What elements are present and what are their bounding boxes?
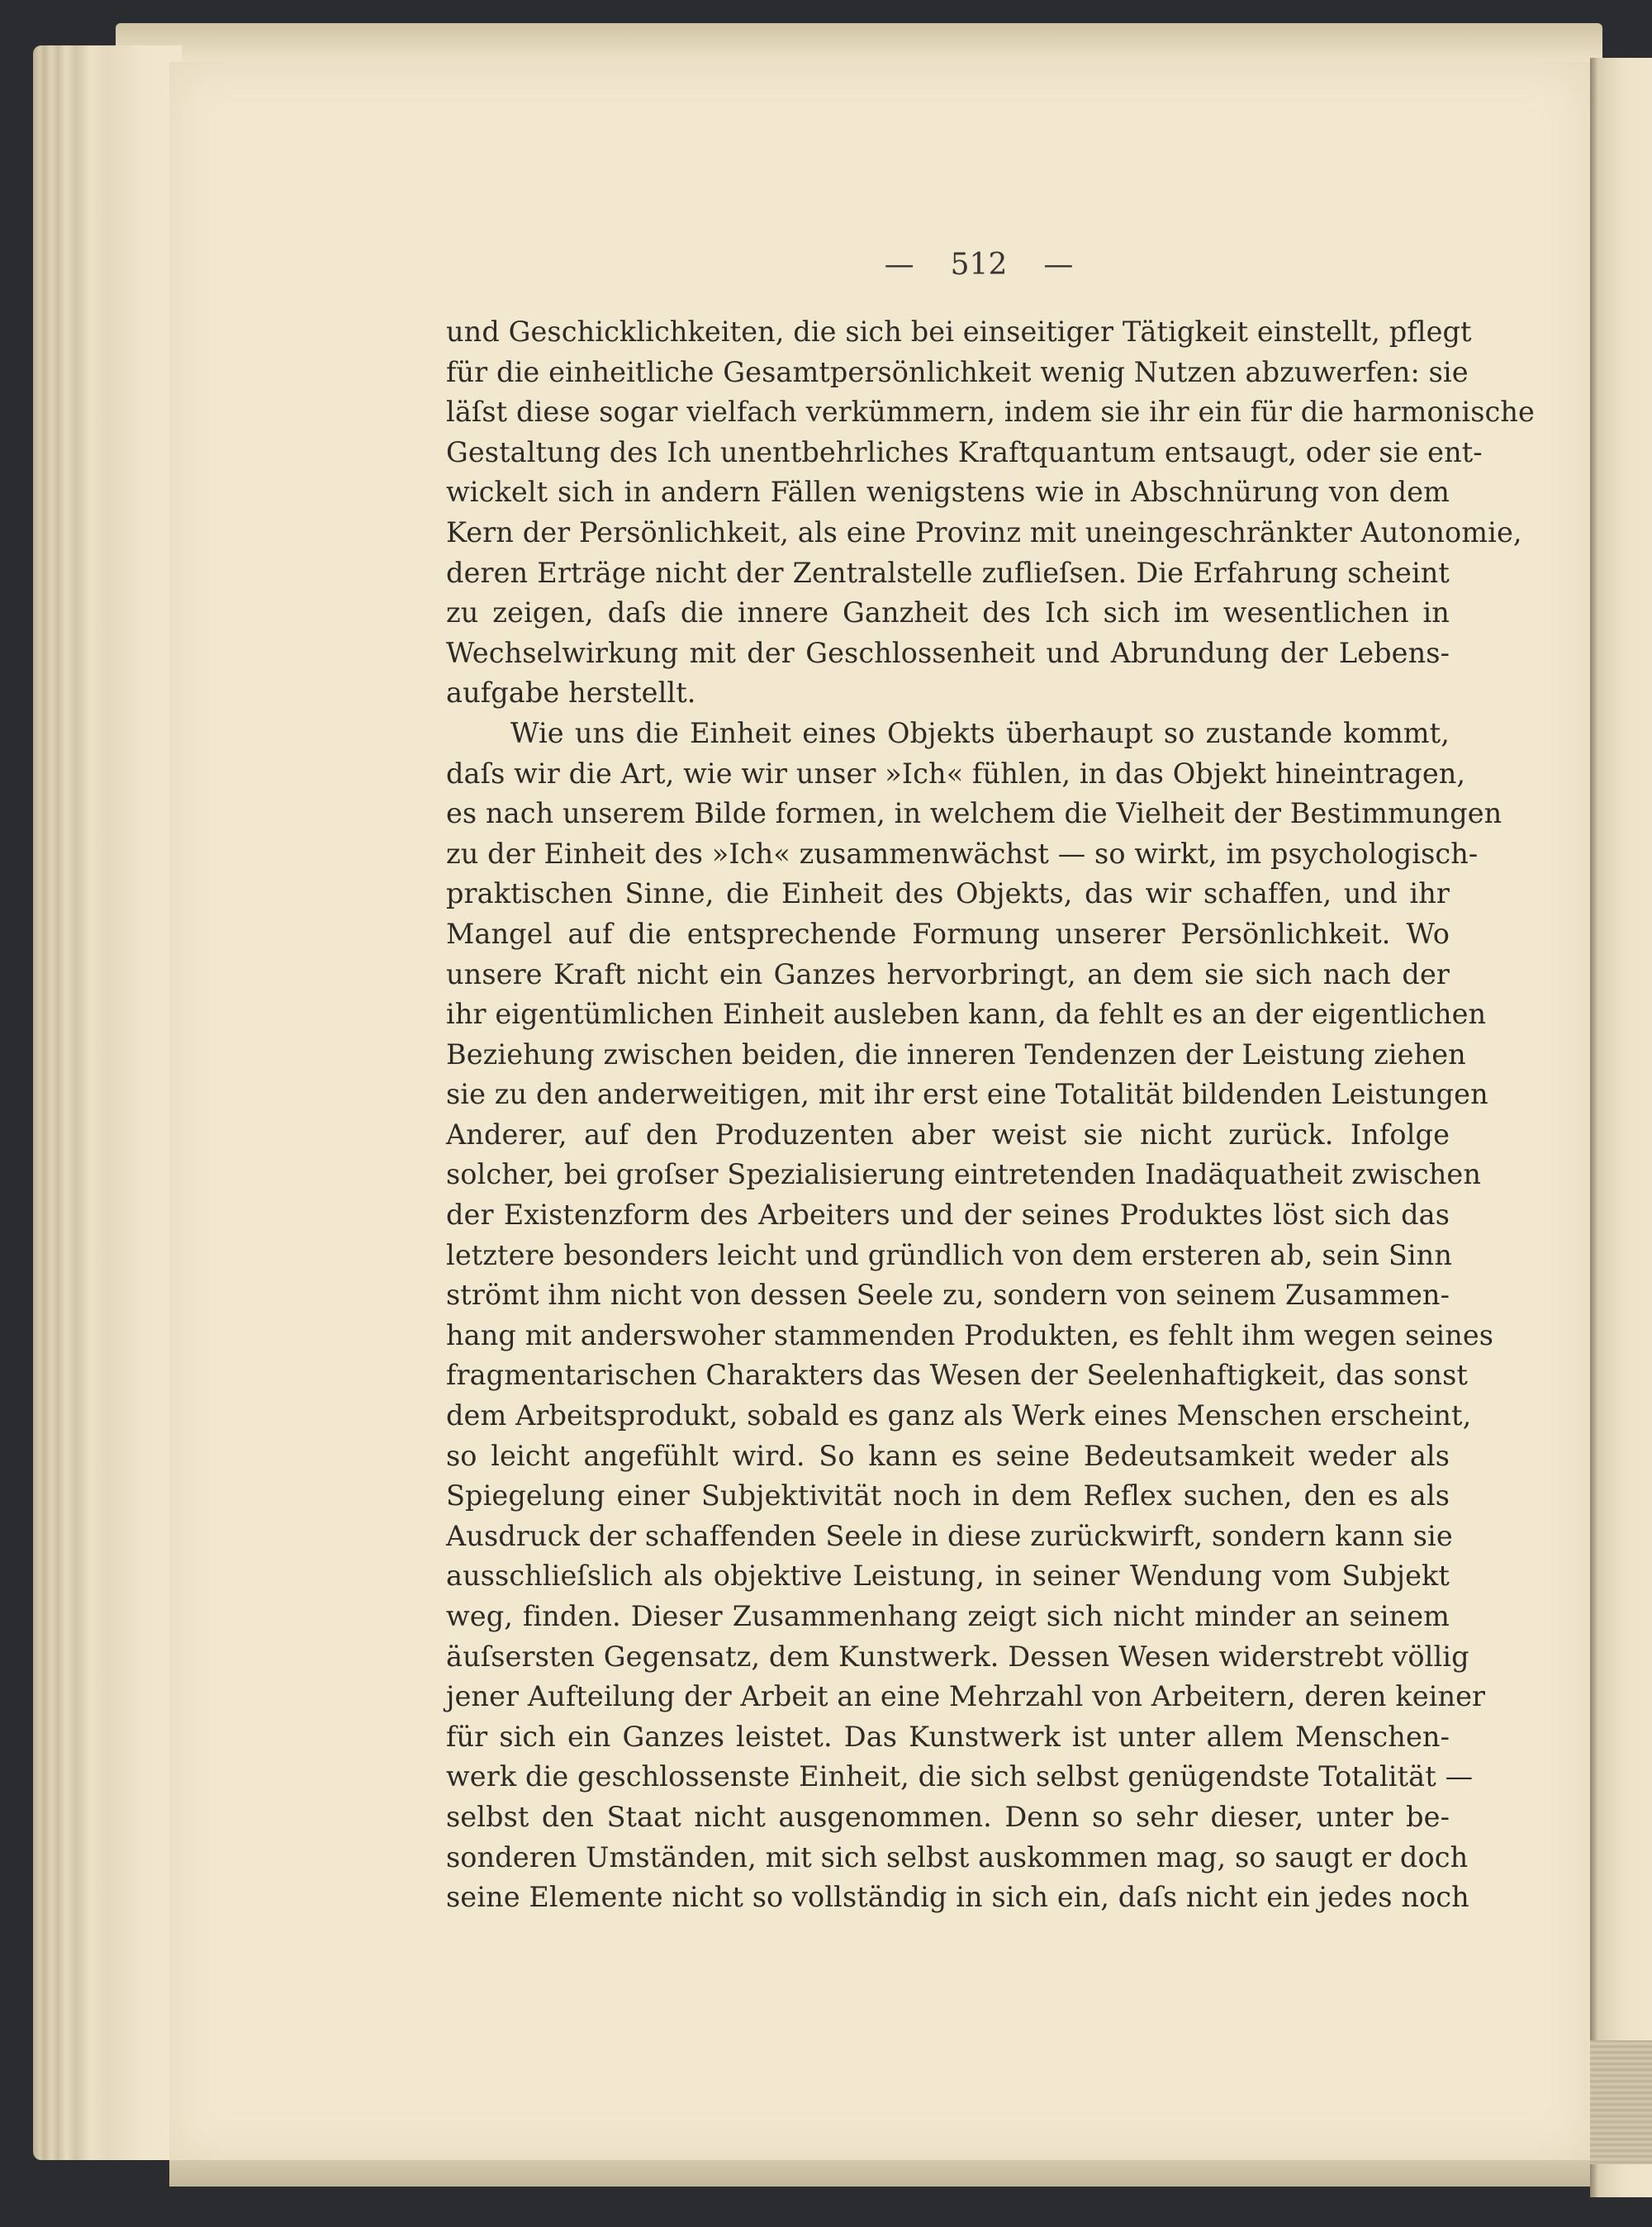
- text-line: für sich ein Ganzes leistet. Das Kunstwerk ist unter allem Menschen-: [446, 1720, 1450, 1753]
- text-line: hang mit anderswoher stammenden Produkten, es fehlt ihm wegen seines: [446, 1318, 1494, 1351]
- facing-page-stack: [1590, 2040, 1652, 2164]
- text-line: Beziehung zwischen beiden, die inneren Tendenzen der Leistung ziehen: [446, 1038, 1466, 1071]
- text-line: ausschlieſslich als objektive Leistung, in seiner Wendung vom Subjekt: [446, 1560, 1450, 1593]
- text-line: Gestaltung des Ich unentbehrliches Kraftquantum entsaugt, oder sie ent-: [446, 435, 1483, 468]
- text-line: jener Aufteilung der Arbeit an eine Mehrzahl von Arbeitern, deren keiner: [446, 1680, 1486, 1713]
- text-line: weg, finden. Dieser Zusammenhang zeigt sich nicht minder an seinem: [446, 1600, 1450, 1632]
- text-line: aufgabe herstellt.: [446, 677, 696, 710]
- text-line: ihr eigentümlichen Einheit ausleben kann, da fehlt es an der eigentlichen: [446, 998, 1487, 1031]
- text-line: wickelt sich in andern Fällen wenigstens wie in Abschnürung von dem: [446, 476, 1450, 509]
- text-line: zu zeigen, daſs die innere Ganzheit des Ich sich im wesentlichen in: [446, 596, 1450, 629]
- text-line: und Geschicklichkeiten, die sich bei einseitiger Tätigkeit einstellt, pflegt: [446, 316, 1472, 348]
- text-line: Wie uns die Einheit eines Objekts überhaupt so zustande kommt,: [510, 716, 1450, 749]
- text-line: fragmentarischen Charakters das Wesen der Seelenhaftigkeit, das sonst: [446, 1359, 1468, 1392]
- text-line: Mangel auf die entsprechende Formung unserer Persönlichkeit. Wo: [446, 917, 1450, 950]
- text-line: werk die geschlossenste Einheit, die sich selbst genügendste Totalität —: [446, 1760, 1474, 1793]
- page-bottom-edge: [169, 2160, 1590, 2187]
- text-line: sie zu den anderweitigen, mit ihr erst eine Totalität bildenden Leistungen: [446, 1078, 1488, 1111]
- text-line: seine Elemente nicht so vollständig in sich ein, daſs nicht ein jedes noch: [446, 1881, 1469, 1914]
- header-dash-right: —: [1043, 248, 1074, 282]
- text-line: Kern der Persönlichkeit, als eine Provinz mit uneingeschränkter Autonomie,: [446, 515, 1522, 548]
- paragraph-2: [446, 714, 1502, 1918]
- text-line: dem Arbeitsprodukt, sobald es ganz als Werk eines Menschen erscheint,: [446, 1399, 1472, 1432]
- header-dash-left: —: [884, 248, 914, 282]
- text-line: daſs wir die Art, wie wir unser »Ich« fühlen, in das Objekt hineintragen,: [446, 757, 1466, 790]
- text-line: Ausdruck der schaffenden Seele in diese zurückwirft, sondern kann sie: [446, 1519, 1453, 1552]
- text-line: Wechselwirkung mit der Geschlossenheit und Abrundung der Lebens-: [446, 636, 1450, 669]
- text-line: der Existenzform des Arbeiters und der seines Produktes löst sich das: [446, 1199, 1450, 1232]
- text-line: läſst diese sogar vielfach verkümmern, indem sie ihr ein für die harmonische: [446, 396, 1535, 429]
- text-line: äuſsersten Gegensatz, dem Kunstwerk. Dessen Wesen widerstrebt völlig: [446, 1640, 1469, 1673]
- text-line: solcher, bei groſser Spezialisierung eintretenden Inadäquatheit zwischen: [446, 1158, 1481, 1191]
- text-line: sonderen Umständen, mit sich selbst auskommen mag, so saugt er doch: [446, 1840, 1469, 1873]
- paragraph-1: [446, 312, 1535, 714]
- page-number: 512: [950, 248, 1008, 282]
- stacked-page-edges: [33, 45, 182, 2160]
- text-line: so leicht angefühlt wird. So kann es seine Bedeutsamkeit weder als: [446, 1439, 1450, 1472]
- text-line: Spiegelung einer Subjektivität noch in dem Reflex suchen, den es als: [446, 1479, 1450, 1512]
- text-line: es nach unserem Bilde formen, in welchem die Vielheit der Bestimmungen: [446, 797, 1502, 830]
- page-top-edge: [116, 23, 1602, 66]
- body-text: [446, 312, 1535, 1918]
- facing-page-edge: [1590, 58, 1652, 2197]
- text-line: letztere besonders leicht und gründlich von dem ersteren ab, sein Sinn: [446, 1238, 1453, 1271]
- text-line: selbst den Staat nicht ausgenommen. Denn so sehr dieser, unter be-: [446, 1800, 1450, 1833]
- text-line: praktischen Sinne, die Einheit des Objekts, das wir schaffen, und ihr: [446, 877, 1450, 910]
- text-line: strömt ihm nicht von dessen Seele zu, sondern von seinem Zusammen-: [446, 1279, 1450, 1312]
- text-line: Anderer, auf den Produzenten aber weist sie nicht zurück. Infolge: [446, 1118, 1450, 1151]
- text-line: zu der Einheit des »Ich« zusammenwächst — so wirkt, im psychologisch-: [446, 837, 1479, 870]
- text-line: unsere Kraft nicht ein Ganzes hervorbringt, an dem sie sich nach der: [446, 957, 1450, 990]
- text-line: deren Erträge nicht der Zentralstelle zuflieſsen. Die Erfahrung scheint: [446, 556, 1450, 589]
- page-header: [0, 248, 1652, 282]
- text-line: für die einheitliche Gesamtpersönlichkeit wenig Nutzen abzuwerfen: sie: [446, 355, 1469, 388]
